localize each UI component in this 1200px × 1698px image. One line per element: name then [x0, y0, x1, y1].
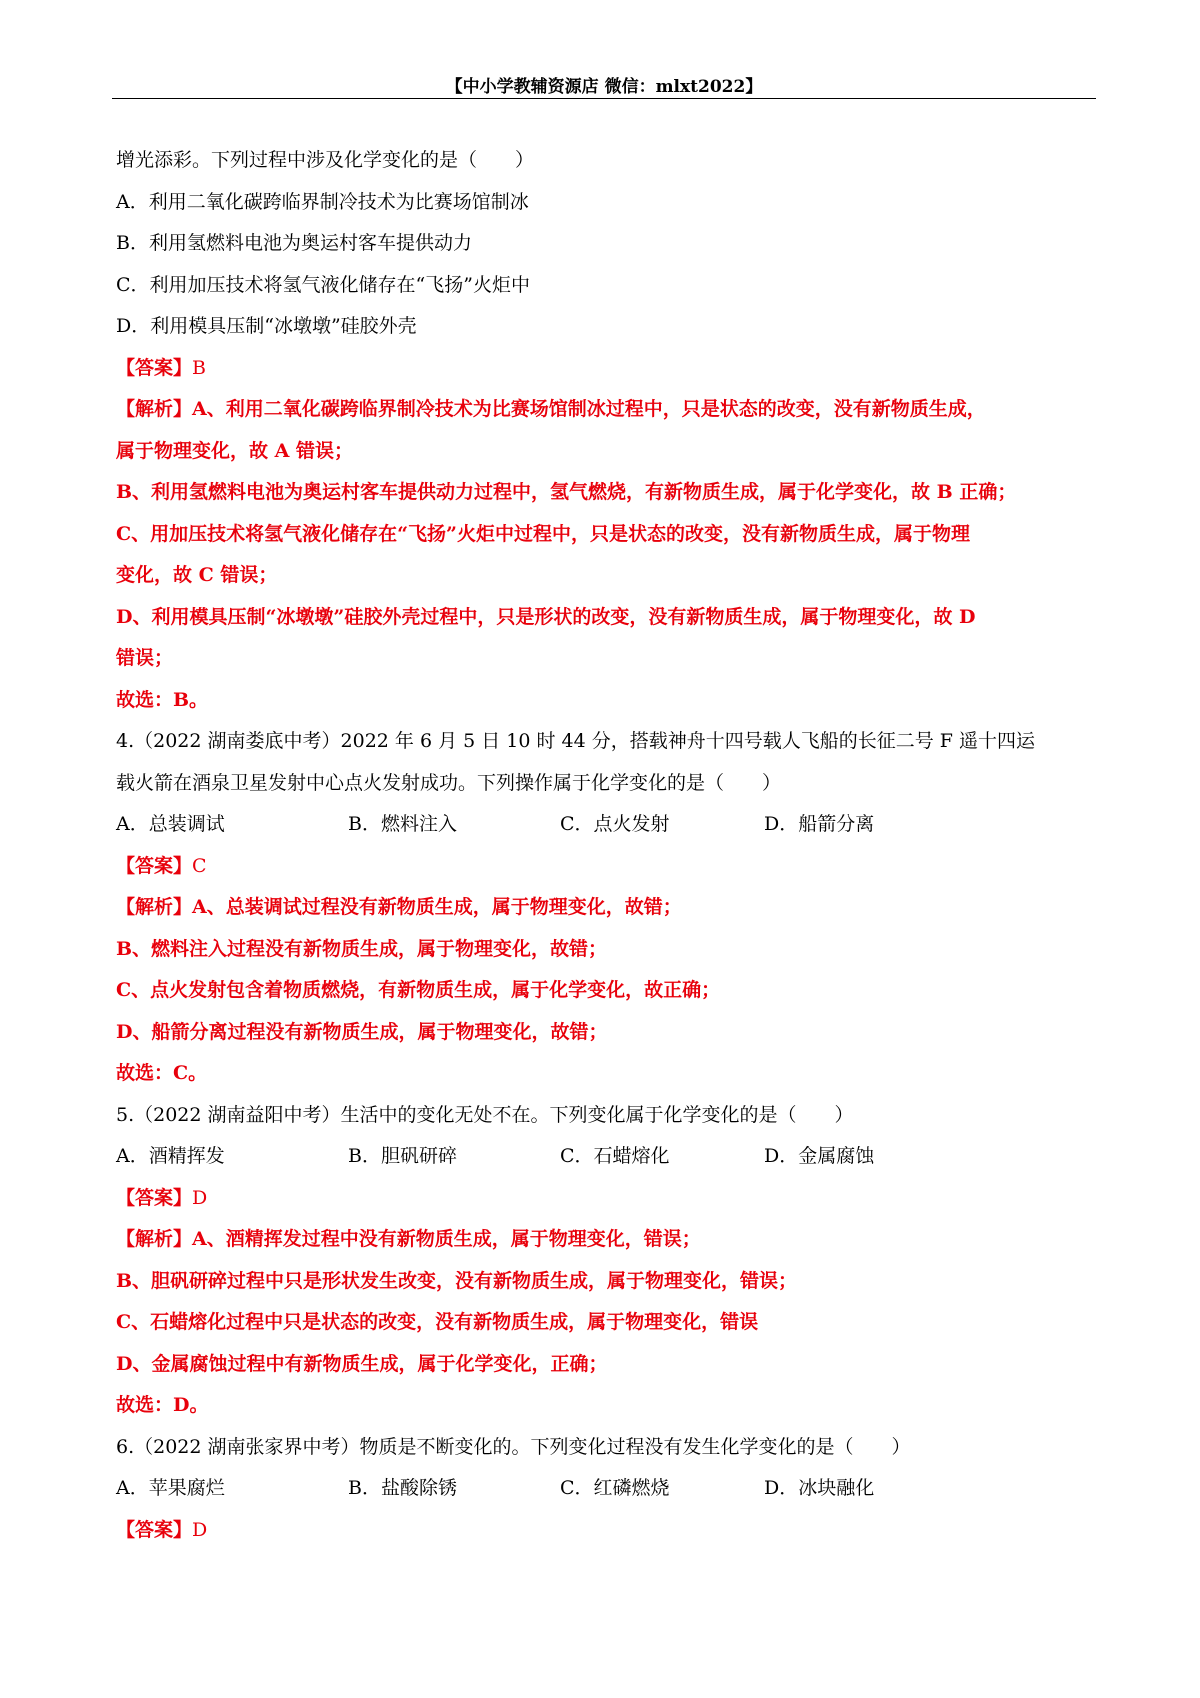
q3-option-c: C．利用加压技术将氢气液化储存在“飞扬”火炬中: [116, 273, 530, 296]
q3-option-b: B．利用氢燃料电池为奥运村客车提供动力: [116, 232, 472, 254]
q6-option-b: B．盐酸除锈: [348, 1477, 457, 1499]
q3-analysis-line-2: 属于物理变化，故 A 错误；: [116, 439, 353, 462]
q3-option-a: A．利用二氧化碳跨临界制冷技术为比赛场馆制冰: [116, 190, 529, 213]
q4-options: [116, 804, 1096, 846]
q6-options: [116, 1468, 1096, 1510]
q5-option-a: A．酒精挥发: [116, 1145, 225, 1167]
analysis-text: A、利用二氧化碳跨临界制冷技术为比赛场馆制冰过程中，只是状态的改变，没有新物质生成，: [192, 398, 986, 420]
q6-option-c: C．红磷燃烧: [560, 1477, 670, 1499]
answer-label: 【答案】: [116, 1518, 193, 1541]
q5-stem-line-1: 5.（2022 湖南益阳中考）生活中的变化无处不在。下列变化属于化学变化的是（ ）: [116, 1103, 854, 1126]
analysis-label: 【解析】: [116, 1228, 193, 1250]
q3-analysis-line-6: D、利用模具压制“冰墩墩”硅胶外壳过程中，只是形状的改变，没有新物质生成，属于物理变化，故 D: [116, 605, 976, 628]
q4-option-b: B．燃料注入: [348, 813, 457, 835]
q4-stem-line-1: 4.（2022 湖南娄底中考）2022 年 6 月 5 日 10 时 44 分，搭载神舟十四号载人飞船的长征二号 F 遥十四运: [116, 730, 1036, 752]
analysis-label: 【解析】: [116, 398, 193, 420]
q4-analysis-line-2: B、燃料注入过程没有新物质生成，属于物理变化，故错；: [116, 937, 608, 960]
answer-value: D: [192, 1186, 208, 1209]
q3-analysis-line-4: C、用加压技术将氢气液化储存在“飞扬”火炬中过程中，只是状态的改变，没有新物质生成，属于物理: [116, 522, 970, 545]
q3-analysis-line-7: 错误；: [116, 647, 174, 669]
q5-answer: [116, 1178, 1096, 1220]
q4-conclusion: 故选：C。: [116, 1062, 208, 1084]
analysis-text: A、酒精挥发过程中没有新物质生成，属于物理变化，错误；: [192, 1228, 701, 1250]
q6-option-d: D．冰块融化: [764, 1477, 875, 1499]
q6-option-a: A．苹果腐烂: [116, 1477, 225, 1499]
q5-options: [116, 1136, 1096, 1178]
q5-option-b: B．胆矾研碎: [348, 1145, 457, 1167]
q4-option-a: A．总装调试: [116, 813, 225, 835]
page-header: 【中小学教辅资源店 微信：mlxt2022】: [445, 77, 763, 97]
q4-answer: [116, 846, 1096, 888]
q3-stem-tail: 增光添彩。下列过程中涉及化学变化的是（ ）: [116, 149, 535, 171]
answer-label: 【答案】: [116, 356, 193, 379]
q5-analysis-line-2: B、胆矾研碎过程中只是形状发生改变，没有新物质生成，属于物理变化，错误；: [116, 1269, 798, 1292]
answer-label: 【答案】: [116, 854, 193, 877]
answer-value: D: [192, 1518, 208, 1541]
q3-conclusion: 故选：B。: [116, 688, 209, 711]
q4-analysis-line-1: [116, 887, 1096, 929]
q6-answer: [116, 1510, 1096, 1552]
analysis-text: A、总装调试过程没有新物质生成，属于物理变化，故错；: [192, 896, 682, 918]
analysis-label: 【解析】: [116, 896, 193, 918]
document-body: [116, 140, 1096, 1551]
q4-stem-line-2: 载火箭在酒泉卫星发射中心点火发射成功。下列操作属于化学变化的是（ ）: [116, 771, 782, 794]
q3-analysis-line-1: [116, 389, 1096, 431]
answer-value: C: [192, 854, 207, 877]
q5-analysis-line-1: [116, 1219, 1096, 1261]
q5-option-d: D．金属腐蚀: [764, 1145, 875, 1167]
q4-analysis-line-4: D、船箭分离过程没有新物质生成，属于物理变化，故错；: [116, 1020, 608, 1043]
q4-option-d: D．船箭分离: [764, 813, 875, 835]
q3-analysis-line-3: B、利用氢燃料电池为奥运村客车提供动力过程中，氢气燃烧，有新物质生成，属于化学变化，故 B 正确；: [116, 481, 1017, 503]
header-divider: [112, 98, 1096, 99]
answer-label: 【答案】: [116, 1186, 193, 1209]
q3-option-d: D．利用模具压制“冰墩墩”硅胶外壳: [116, 315, 417, 337]
q4-analysis-line-3: C、点火发射包含着物质燃烧，有新物质生成，属于化学变化，故正确；: [116, 979, 721, 1001]
q6-stem-line-1: 6.（2022 湖南张家界中考）物质是不断变化的。下列变化过程没有发生化学变化的是（ ）: [116, 1435, 911, 1458]
q5-analysis-line-4: D、金属腐蚀过程中有新物质生成，属于化学变化，正确；: [116, 1352, 608, 1375]
q5-analysis-line-3: C、石蜡熔化过程中只是状态的改变，没有新物质生成，属于物理变化，错误: [116, 1311, 759, 1333]
q3-analysis-line-5: 变化，故 C 错误；: [116, 564, 278, 586]
q3-answer: [116, 348, 1096, 390]
q4-option-c: C．点火发射: [560, 813, 670, 835]
answer-value: B: [192, 356, 206, 379]
q5-conclusion: 故选：D。: [116, 1394, 209, 1416]
q5-option-c: C．石蜡熔化: [560, 1145, 670, 1167]
